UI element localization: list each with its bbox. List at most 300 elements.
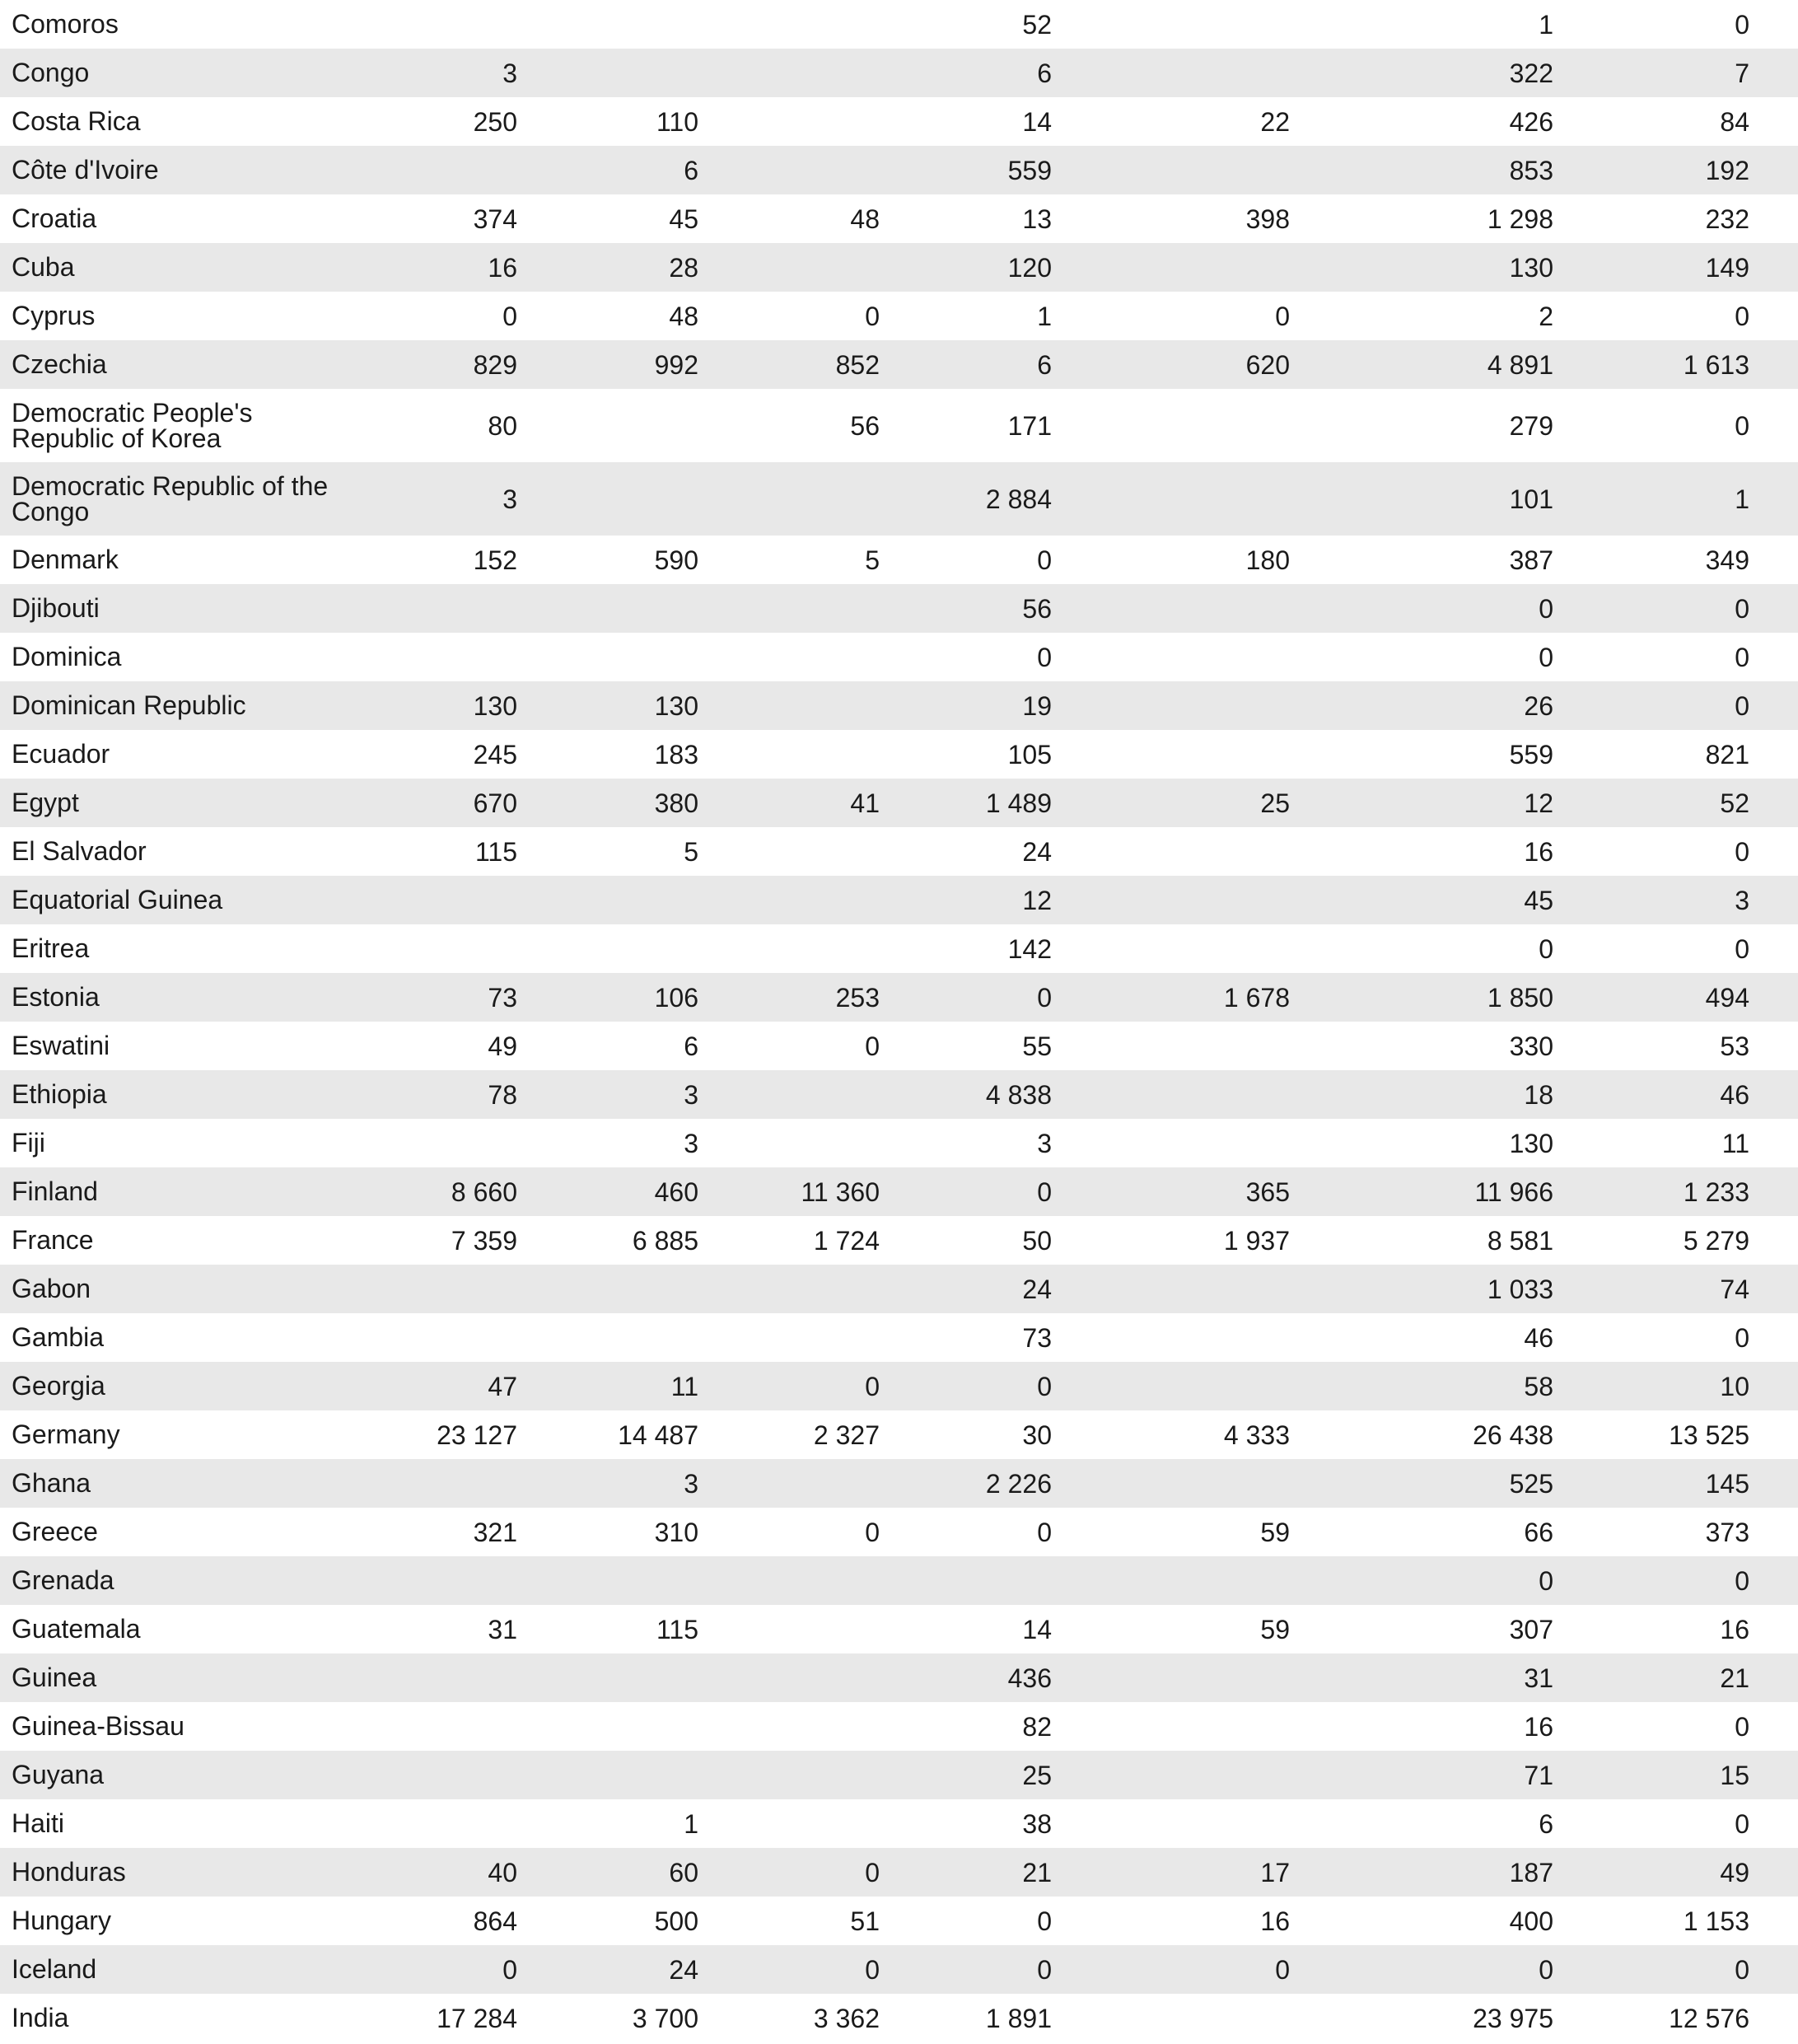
value-cell-col-4: 13 (1022, 203, 1052, 234)
value-cell-col-4: 105 (1007, 739, 1052, 769)
value-cell-col-5 (1059, 1022, 1296, 1070)
value-cell-col-3 (707, 1799, 888, 1848)
value-cell-col-4: 0 (1037, 1517, 1052, 1547)
country-cell: Guinea (0, 1653, 344, 1702)
value-cell-col-7: 0 (1735, 410, 1749, 441)
table-row (0, 730, 1798, 779)
table-row (0, 1313, 1798, 1362)
value-cell-col-2: 183 (654, 739, 698, 769)
value-cell-col-7: 494 (1560, 973, 1798, 1022)
table-row (0, 1945, 1798, 1994)
value-cell-col-5 (1059, 1362, 1296, 1410)
value-cell-col-6: 1 (1539, 9, 1553, 40)
value-cell-col-5 (1059, 1751, 1296, 1799)
value-cell-col-4: 0 (888, 973, 1059, 1022)
country-cell: Côte d'Ivoire (0, 146, 344, 194)
value-cell-col-4: 50 (1022, 1225, 1052, 1256)
value-cell-col-7: 0 (1735, 301, 1749, 331)
value-cell-col-7: 0 (1735, 836, 1749, 867)
value-cell-col-6: 101 (1296, 462, 1560, 536)
value-cell-col-4: 559 (888, 146, 1059, 194)
value-cell-col-4: 2 884 (888, 462, 1059, 536)
table-row (0, 1167, 1798, 1216)
table-row (0, 536, 1798, 584)
table-row (0, 1508, 1798, 1556)
value-cell-col-5 (1059, 681, 1296, 730)
value-cell-col-1: 7 359 (451, 1225, 517, 1256)
value-cell-col-2: 60 (525, 1848, 707, 1897)
value-cell-col-1: 47 (344, 1362, 525, 1410)
table-row (0, 876, 1798, 924)
table-row (0, 292, 1798, 340)
value-cell-col-5: 25 (1059, 779, 1296, 827)
table-row (0, 1556, 1798, 1605)
value-cell-col-3 (707, 462, 888, 536)
value-cell-col-1 (344, 924, 525, 973)
value-cell-col-5: 0 (1059, 1945, 1296, 1994)
value-cell-col-2: 130 (525, 681, 707, 730)
value-cell-col-6: 31 (1296, 1653, 1560, 1702)
value-cell-col-3 (707, 1070, 888, 1119)
value-cell-col-3: 56 (850, 410, 880, 441)
country-cell: Comoros (12, 9, 119, 39)
value-cell-col-5 (1059, 462, 1296, 536)
value-cell-col-2 (525, 1265, 707, 1313)
value-cell-col-5 (1059, 1265, 1296, 1313)
value-cell-col-4: 1 489 (888, 779, 1059, 827)
value-cell-col-6: 0 (1539, 642, 1553, 672)
value-cell-col-6: 46 (1524, 1322, 1553, 1353)
value-cell-col-6: 16 (1524, 836, 1553, 867)
value-cell-col-2 (525, 1556, 707, 1605)
value-cell-col-3: 5 (865, 545, 880, 575)
country-cell: Iceland (0, 1945, 344, 1994)
value-cell-col-7: 12 576 (1669, 2003, 1749, 2033)
value-cell-col-3: 0 (865, 1031, 880, 1061)
value-cell-col-1 (344, 876, 525, 924)
value-cell-col-4: 21 (888, 1848, 1059, 1897)
value-cell-col-7: 0 (1560, 584, 1798, 633)
value-cell-col-6: 0 (1539, 933, 1553, 964)
value-cell-col-7: 1 613 (1560, 340, 1798, 389)
value-cell-col-7: 0 (1560, 1556, 1798, 1605)
value-cell-col-3 (707, 1751, 888, 1799)
value-cell-col-5: 1 937 (1223, 1225, 1290, 1256)
value-cell-col-3 (707, 0, 888, 49)
table-row (0, 584, 1798, 633)
value-cell-col-2: 115 (656, 1614, 698, 1644)
value-cell-col-1 (344, 1313, 525, 1362)
value-cell-col-5: 59 (1260, 1614, 1290, 1644)
value-cell-col-7: 0 (1735, 933, 1749, 964)
value-cell-col-5 (1059, 1313, 1296, 1362)
table-row (0, 779, 1798, 827)
value-cell-col-4: 3 (1037, 1128, 1052, 1158)
value-cell-col-4: 142 (1007, 933, 1052, 964)
value-cell-col-3: 51 (850, 1906, 880, 1936)
country-cell: Egypt (0, 779, 344, 827)
country-cell: Eswatini (12, 1031, 110, 1060)
table-row (0, 0, 1798, 49)
country-cell: France (12, 1225, 94, 1255)
value-cell-col-5 (1059, 633, 1296, 681)
value-cell-col-7: 52 (1560, 779, 1798, 827)
country-cell: Eritrea (12, 933, 90, 963)
table-row (0, 1605, 1798, 1653)
table-row (0, 146, 1798, 194)
table-row (0, 49, 1798, 97)
country-cell: Democratic Republic of the Congo (0, 462, 344, 536)
value-cell-col-4: 52 (1022, 9, 1052, 40)
value-cell-col-7: 10 (1560, 1362, 1798, 1410)
country-cell: Guinea-Bissau (12, 1711, 184, 1741)
value-cell-col-6: 0 (1296, 1945, 1560, 1994)
value-cell-col-3 (707, 681, 888, 730)
table-row (0, 340, 1798, 389)
table-row (0, 1799, 1798, 1848)
table-row (0, 1119, 1798, 1167)
value-cell-col-3 (707, 97, 888, 146)
value-cell-col-5: 620 (1059, 340, 1296, 389)
value-cell-col-6: 4 891 (1296, 340, 1560, 389)
value-cell-col-2 (525, 633, 707, 681)
value-cell-col-2: 992 (525, 340, 707, 389)
value-cell-col-2: 310 (654, 1517, 698, 1547)
value-cell-col-2: 1 (684, 1808, 698, 1839)
value-cell-col-2: 106 (525, 973, 707, 1022)
value-cell-col-5: 365 (1059, 1167, 1296, 1216)
value-cell-col-7: 21 (1560, 1653, 1798, 1702)
country-cell: Dominican Republic (0, 681, 344, 730)
table-row (0, 243, 1798, 292)
value-cell-col-6: 12 (1296, 779, 1560, 827)
value-cell-col-7: 1 (1560, 462, 1798, 536)
value-cell-col-1: 829 (344, 340, 525, 389)
value-cell-col-5 (1059, 1653, 1296, 1702)
value-cell-col-1: 0 (502, 301, 517, 331)
value-cell-col-2 (525, 584, 707, 633)
value-cell-col-1: 3 (344, 462, 525, 536)
value-cell-col-6: 187 (1296, 1848, 1560, 1897)
table-row (0, 1022, 1798, 1070)
table-row (0, 1702, 1798, 1751)
value-cell-col-6: 26 (1296, 681, 1560, 730)
value-cell-col-5: 59 (1260, 1517, 1290, 1547)
value-cell-col-7: 16 (1720, 1614, 1749, 1644)
value-cell-col-1: 3 (344, 49, 525, 97)
value-cell-col-6: 1 850 (1296, 973, 1560, 1022)
table-row (0, 1265, 1798, 1313)
value-cell-col-4 (888, 1556, 1059, 1605)
value-cell-col-5: 398 (1245, 203, 1290, 234)
value-cell-col-5 (1059, 876, 1296, 924)
value-cell-col-6: 387 (1509, 545, 1553, 575)
value-cell-col-6: 71 (1296, 1751, 1560, 1799)
value-cell-col-2 (525, 1653, 707, 1702)
value-cell-col-2: 28 (525, 243, 707, 292)
value-cell-col-2: 110 (656, 106, 698, 137)
value-cell-col-7: 145 (1560, 1459, 1798, 1508)
value-cell-col-3: 11 360 (707, 1167, 888, 1216)
value-cell-col-1 (344, 0, 525, 49)
country-cell: Democratic People's Republic of Korea (12, 397, 253, 453)
table-row (0, 1751, 1798, 1799)
value-cell-col-3 (707, 730, 888, 779)
value-cell-col-6: 330 (1509, 1031, 1553, 1061)
country-cell: India (12, 2003, 69, 2032)
value-cell-col-2: 5 (684, 836, 698, 867)
value-cell-col-7: 192 (1560, 146, 1798, 194)
value-cell-col-6: 0 (1296, 1556, 1560, 1605)
value-cell-col-7: 7 (1560, 49, 1798, 97)
value-cell-col-6: 279 (1509, 410, 1553, 441)
value-cell-col-2: 48 (669, 301, 698, 331)
table-row (0, 1410, 1798, 1459)
country-cell: Ghana (0, 1459, 344, 1508)
value-cell-col-5 (1059, 0, 1296, 49)
value-cell-col-2: 6 885 (632, 1225, 698, 1256)
value-cell-col-2: 3 (684, 1128, 698, 1158)
country-cell: Cyprus (12, 301, 96, 330)
value-cell-col-5: 0 (1275, 301, 1290, 331)
value-cell-col-2: 14 487 (618, 1420, 698, 1450)
value-cell-col-1: 250 (473, 106, 517, 137)
value-cell-col-4: 2 226 (888, 1459, 1059, 1508)
value-cell-col-5 (1059, 1070, 1296, 1119)
value-cell-col-4: 24 (1022, 836, 1052, 867)
value-cell-col-1: 245 (473, 739, 517, 769)
value-cell-col-4: 0 (888, 1167, 1059, 1216)
table-row (0, 1216, 1798, 1265)
table-row (0, 1070, 1798, 1119)
value-cell-col-6: 23 975 (1473, 2003, 1553, 2033)
value-cell-col-4: 0 (888, 1362, 1059, 1410)
value-cell-col-3 (707, 924, 888, 973)
value-cell-col-6: 2 (1539, 301, 1553, 331)
value-cell-col-3 (707, 146, 888, 194)
country-cell: Denmark (12, 545, 119, 574)
value-cell-col-5 (1059, 243, 1296, 292)
value-cell-col-2: 3 700 (632, 2003, 698, 2033)
value-cell-col-2: 460 (525, 1167, 707, 1216)
value-cell-col-7: 0 (1560, 681, 1798, 730)
value-cell-col-3: 253 (707, 973, 888, 1022)
value-cell-col-4: 0 (1037, 642, 1052, 672)
value-cell-col-4: 55 (1022, 1031, 1052, 1061)
value-cell-col-6: 130 (1296, 243, 1560, 292)
value-cell-col-6: 45 (1296, 876, 1560, 924)
value-cell-col-4: 14 (1022, 106, 1052, 137)
value-cell-col-4: 4 838 (888, 1070, 1059, 1119)
value-cell-col-3: 48 (850, 203, 880, 234)
country-cell: Georgia (0, 1362, 344, 1410)
value-cell-col-2 (525, 1313, 707, 1362)
value-cell-col-1: 73 (344, 973, 525, 1022)
value-cell-col-7: 15 (1560, 1751, 1798, 1799)
value-cell-col-1 (344, 1119, 525, 1167)
value-cell-col-7: 13 525 (1669, 1420, 1749, 1450)
country-cell: Congo (0, 49, 344, 97)
value-cell-col-5: 22 (1260, 106, 1290, 137)
value-cell-col-5: 16 (1260, 1906, 1290, 1936)
value-cell-col-2: 11 (525, 1362, 707, 1410)
table-row (0, 462, 1798, 536)
value-cell-col-6: 26 438 (1473, 1420, 1553, 1450)
value-cell-col-7: 821 (1705, 739, 1749, 769)
value-cell-col-4: 19 (888, 681, 1059, 730)
value-cell-col-1: 864 (473, 1906, 517, 1936)
value-cell-col-3: 0 (707, 1945, 888, 1994)
value-cell-col-6: 11 966 (1296, 1167, 1560, 1216)
value-cell-col-4: 82 (1022, 1711, 1052, 1742)
value-cell-col-3 (707, 1265, 888, 1313)
value-cell-col-5 (1059, 1459, 1296, 1508)
value-cell-col-1: 49 (488, 1031, 517, 1061)
table-row (0, 1362, 1798, 1410)
value-cell-col-6: 525 (1296, 1459, 1560, 1508)
country-cell: Honduras (0, 1848, 344, 1897)
value-cell-col-2 (525, 876, 707, 924)
table-row (0, 1459, 1798, 1508)
value-cell-col-1: 321 (473, 1517, 517, 1547)
value-cell-col-3 (707, 1313, 888, 1362)
value-cell-col-7: 0 (1735, 9, 1749, 40)
table-row (0, 97, 1798, 146)
country-cell: Equatorial Guinea (0, 876, 344, 924)
value-cell-col-6: 6 (1539, 1808, 1553, 1839)
value-cell-col-3 (707, 1653, 888, 1702)
value-cell-col-7: 373 (1705, 1517, 1749, 1547)
value-cell-col-4: 56 (888, 584, 1059, 633)
country-cell: Gabon (0, 1265, 344, 1313)
table-row (0, 1897, 1798, 1945)
value-cell-col-4: 436 (888, 1653, 1059, 1702)
value-cell-col-7: 0 (1735, 1711, 1749, 1742)
value-cell-col-3: 2 327 (813, 1420, 880, 1450)
value-cell-col-6: 0 (1296, 584, 1560, 633)
value-cell-col-7: 1 153 (1683, 1906, 1749, 1936)
value-cell-col-7: 53 (1720, 1031, 1749, 1061)
value-cell-col-2: 590 (654, 545, 698, 575)
value-cell-col-5 (1059, 1119, 1296, 1167)
value-cell-col-1 (344, 1459, 525, 1508)
value-cell-col-4: 30 (1022, 1420, 1052, 1450)
value-cell-col-5 (1059, 730, 1296, 779)
value-cell-col-6: 16 (1524, 1711, 1553, 1742)
value-cell-col-5: 1 678 (1059, 973, 1296, 1022)
value-cell-col-2 (525, 389, 707, 462)
value-cell-col-5 (1059, 827, 1296, 876)
value-cell-col-2: 45 (669, 203, 698, 234)
value-cell-col-2 (525, 0, 707, 49)
value-cell-col-1 (344, 146, 525, 194)
value-cell-col-2 (525, 1751, 707, 1799)
value-cell-col-4: 0 (1037, 545, 1052, 575)
value-cell-col-3: 0 (707, 1362, 888, 1410)
value-cell-col-7: 46 (1560, 1070, 1798, 1119)
value-cell-col-2 (525, 1702, 707, 1751)
value-cell-col-3: 0 (865, 301, 880, 331)
value-cell-col-1 (344, 1702, 525, 1751)
value-cell-col-6: 1 298 (1487, 203, 1553, 234)
value-cell-col-1: 17 284 (437, 2003, 517, 2033)
value-cell-col-5: 4 333 (1223, 1420, 1290, 1450)
value-cell-col-7: 49 (1560, 1848, 1798, 1897)
value-cell-col-6: 66 (1524, 1517, 1553, 1547)
value-cell-col-3 (707, 1459, 888, 1508)
value-cell-col-7: 84 (1720, 106, 1749, 137)
value-cell-col-6: 559 (1509, 739, 1553, 769)
value-cell-col-4: 14 (1022, 1614, 1052, 1644)
value-cell-col-5 (1059, 1702, 1296, 1751)
value-cell-col-1: 152 (473, 545, 517, 575)
value-cell-col-6: 400 (1509, 1906, 1553, 1936)
value-cell-col-4: 1 891 (985, 2003, 1052, 2033)
value-cell-col-2 (525, 49, 707, 97)
value-cell-col-1 (344, 1751, 525, 1799)
value-cell-col-3 (707, 49, 888, 97)
value-cell-col-1 (344, 633, 525, 681)
country-cell: Finland (0, 1167, 344, 1216)
value-cell-col-4: 171 (1007, 410, 1052, 441)
value-cell-col-4: 6 (888, 49, 1059, 97)
value-cell-col-3 (707, 1556, 888, 1605)
value-cell-col-6: 426 (1509, 106, 1553, 137)
country-cell: El Salvador (12, 836, 147, 866)
value-cell-col-5 (1059, 49, 1296, 97)
value-cell-col-1: 78 (344, 1070, 525, 1119)
country-cell: Costa Rica (12, 106, 141, 136)
country-cell: Grenada (0, 1556, 344, 1605)
value-cell-col-7: 0 (1735, 642, 1749, 672)
value-cell-col-4: 38 (1022, 1808, 1052, 1839)
value-cell-col-3: 0 (707, 1848, 888, 1897)
value-cell-col-7: 3 (1560, 876, 1798, 924)
country-cell: Ethiopia (0, 1070, 344, 1119)
value-cell-col-2: 6 (525, 146, 707, 194)
value-cell-col-3: 41 (707, 779, 888, 827)
value-cell-col-2 (525, 462, 707, 536)
table-row (0, 827, 1798, 876)
value-cell-col-1: 23 127 (437, 1420, 517, 1450)
value-cell-col-6: 1 033 (1296, 1265, 1560, 1313)
country-cell: Czechia (0, 340, 344, 389)
table-row (0, 1848, 1798, 1897)
country-cell: Ecuador (12, 739, 110, 769)
value-cell-col-3 (707, 633, 888, 681)
value-cell-col-7: 0 (1735, 1808, 1749, 1839)
value-cell-col-6: 58 (1296, 1362, 1560, 1410)
value-cell-col-7: 0 (1560, 1945, 1798, 1994)
country-cell: Djibouti (0, 584, 344, 633)
value-cell-col-1: 115 (474, 836, 517, 867)
value-cell-col-7: 149 (1560, 243, 1798, 292)
country-cell: Estonia (0, 973, 344, 1022)
value-cell-col-2: 24 (525, 1945, 707, 1994)
value-cell-col-4: 0 (1037, 1906, 1052, 1936)
country-cell: Gambia (12, 1322, 105, 1352)
value-cell-col-5 (1059, 1994, 1296, 2042)
value-cell-col-2: 3 (525, 1070, 707, 1119)
table-row (0, 1653, 1798, 1702)
value-cell-col-3: 852 (707, 340, 888, 389)
value-cell-col-7: 349 (1705, 545, 1749, 575)
value-cell-col-5 (1059, 389, 1296, 462)
value-cell-col-6: 307 (1509, 1614, 1553, 1644)
country-cell: Greece (12, 1517, 98, 1546)
country-cell: Germany (12, 1420, 120, 1449)
value-cell-col-2 (525, 924, 707, 973)
